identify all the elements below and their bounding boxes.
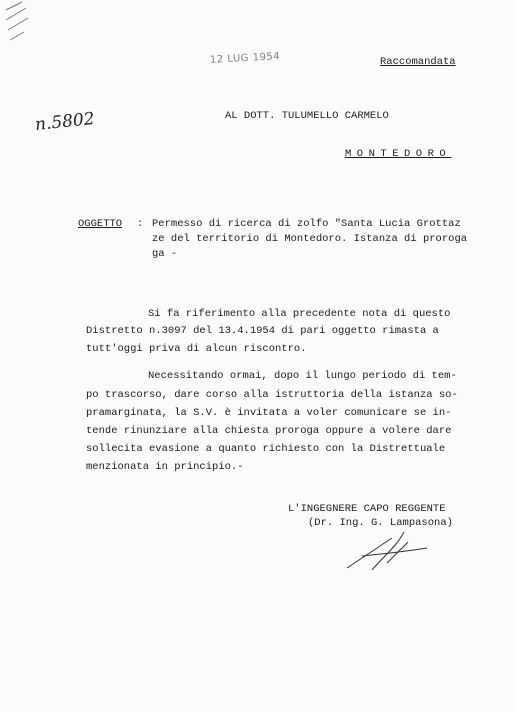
body-line: Necessitando ormai, dopo il lungo periodo di tem- <box>148 370 457 382</box>
body-line: pramarginata, la S.V. è invitata a voler comunicare se in- <box>86 407 452 419</box>
scan-edge-mark <box>4 0 32 60</box>
subject-line: Permesso di ricerca di zolfo "Santa Lucia Grottaz <box>152 218 461 230</box>
body-line: sollecita evasione a quanto richiesto con la Distrettuale <box>86 443 446 455</box>
body-line: tende rinunziare alla chiesta proroga oppure a volere dare <box>86 425 452 437</box>
body-line: Si fa riferimento alla precedente nota di questo <box>148 308 451 320</box>
recipient-name: AL DOTT. TULUMELLO CARMELO <box>225 110 389 122</box>
subject-colon: : <box>137 218 144 230</box>
handwritten-protocol-number: n.5802 <box>34 108 96 136</box>
date-stamp: 12 LUG 1954 <box>209 51 281 66</box>
body-line: po trascorso, dare corso alla istruttoria della istanza so- <box>86 389 458 401</box>
body-line: Distretto n.3097 del 13.4.1954 di pari oggetto rimasta a <box>86 325 439 337</box>
subject-line: ze del territorio di Montedoro. Istanza di proroga <box>152 233 468 245</box>
signature-name: (Dr. Ing. G. Lampasona) <box>308 517 453 529</box>
signature-title: L'INGEGNERE CAPO REGGENTE <box>288 503 446 515</box>
body-line: tutt'oggi priva di alcun riscontro. <box>86 343 307 355</box>
handwritten-signature <box>342 528 432 578</box>
recipient-city: MONTEDORO <box>345 148 452 160</box>
subject-line: ga - <box>152 248 178 260</box>
delivery-mode: Raccomandata <box>380 56 456 68</box>
subject-label: OGGETTO <box>78 218 123 230</box>
body-line: menzionata in principio.- <box>86 461 244 473</box>
